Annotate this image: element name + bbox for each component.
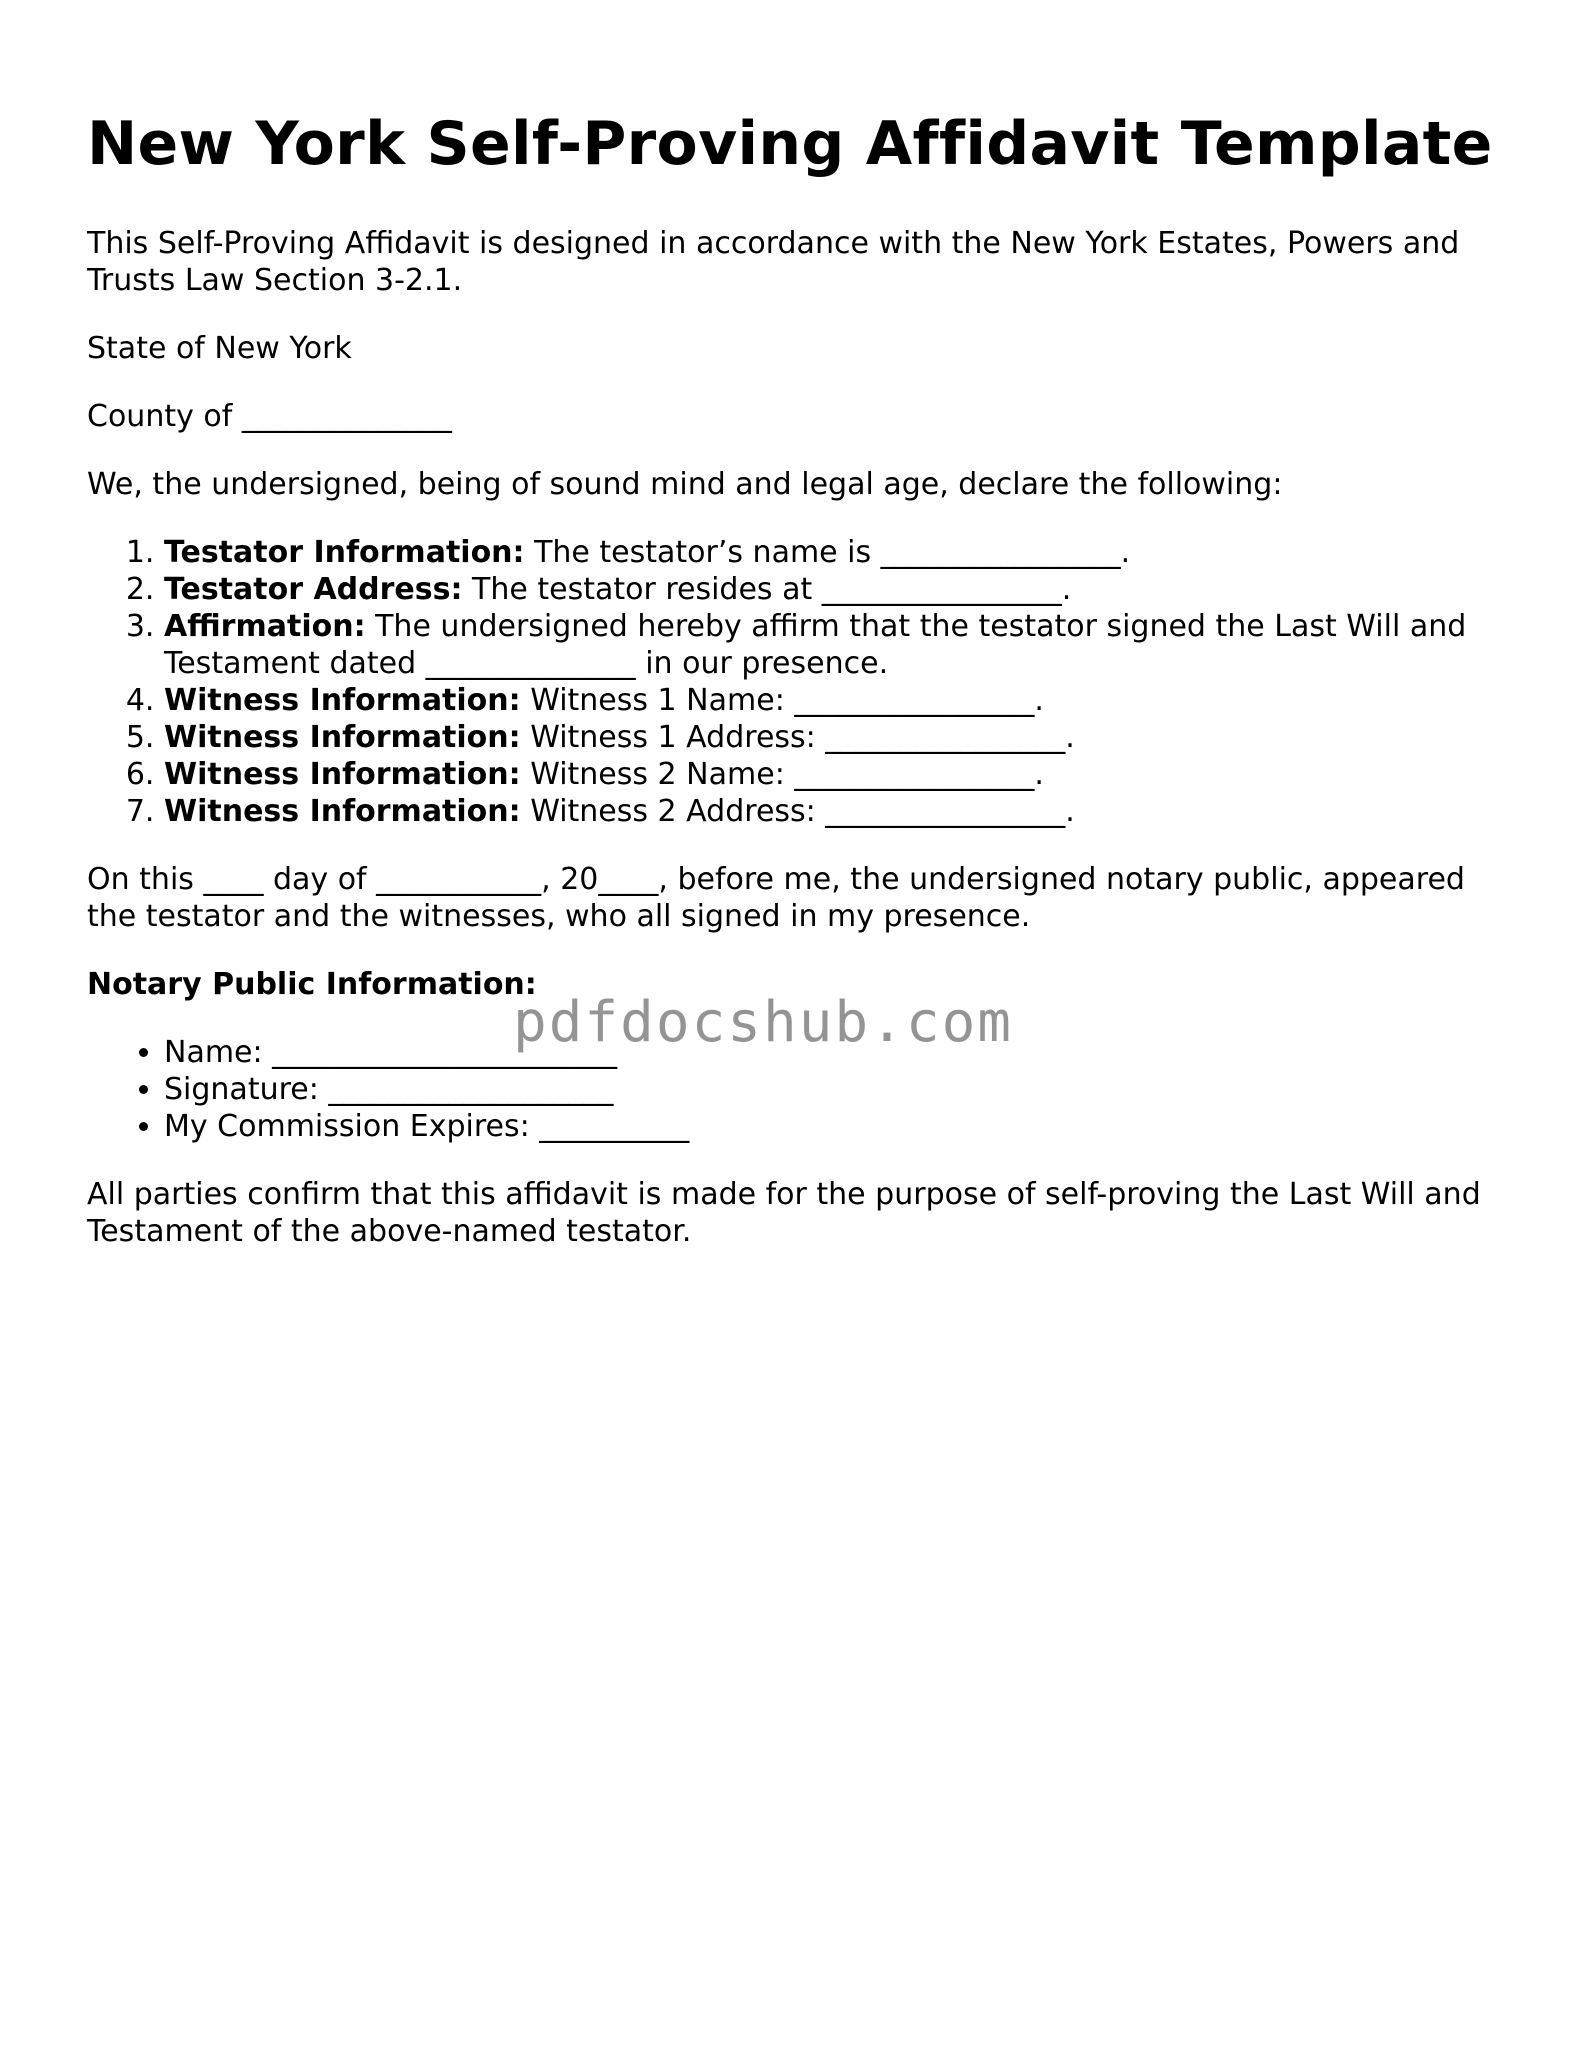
item-label: Testator Information: [164,535,525,570]
intro-paragraph: This Self-Proving Affidavit is designed in accordance with the New York Estates, Powers and Trusts Law Section 3-2.1. [87,226,1460,298]
item-text: The testator resides at ________________. [462,572,1072,607]
closing-paragraph: All parties confirm that this affidavit is made for the purpose of self-proving the Last Will and Testament of the above-named testator. [87,1177,1481,1249]
notary-field-signature: • Signature: ___________________ [164,1071,1497,1108]
list-item [164,719,1497,756]
item-text: Witness 1 Address: ________________. [520,720,1075,755]
item-label: Witness Information: [164,720,521,755]
item-text: Witness 2 Address: ________________. [520,794,1075,829]
item-text: The undersigned hereby affirm that the testator signed the Last Will and Testament dated ______________ in our presence. [164,609,1467,681]
declaration-line: We, the undersigned, being of sound mind and legal age, declare the following: [87,467,1283,502]
notary-date-paragraph: On this ____ day of ___________, 20____, before me, the undersigned notary public, appeared the testator and the witnesses, who all signed in my presence. [87,862,1465,934]
list-item [164,608,1497,682]
list-item [164,571,1497,608]
watermark-text: pdfdocshub.com [513,990,1014,1055]
list-item [164,793,1497,830]
list-item [164,682,1497,719]
item-text: Witness 2 Name: ________________. [520,757,1044,792]
notary-fields-list [87,1034,1497,1145]
item-text: Witness 1 Name: ________________. [520,683,1044,718]
document-page [87,108,1497,1250]
state-line: State of New York [87,331,352,366]
item-label: Testator Address: [164,572,463,607]
notary-field-commission: • My Commission Expires: __________ [164,1108,1497,1145]
item-label: Witness Information: [164,683,521,718]
item-label: Affirmation: [164,609,366,644]
affidavit-items-list [87,534,1497,830]
county-line: County of ______________ [87,399,452,434]
notary-field-name: • Name: _______________________ [164,1034,1497,1071]
item-label: Witness Information: [164,757,521,792]
item-text: The testator’s name is ________________. [524,535,1131,570]
item-label: Witness Information: [164,794,521,829]
list-item [164,534,1497,571]
notary-heading: Notary Public Information: [87,967,537,1002]
page-title: New York Self-Proving Affidavit Template [87,109,1493,179]
list-item [164,756,1497,793]
